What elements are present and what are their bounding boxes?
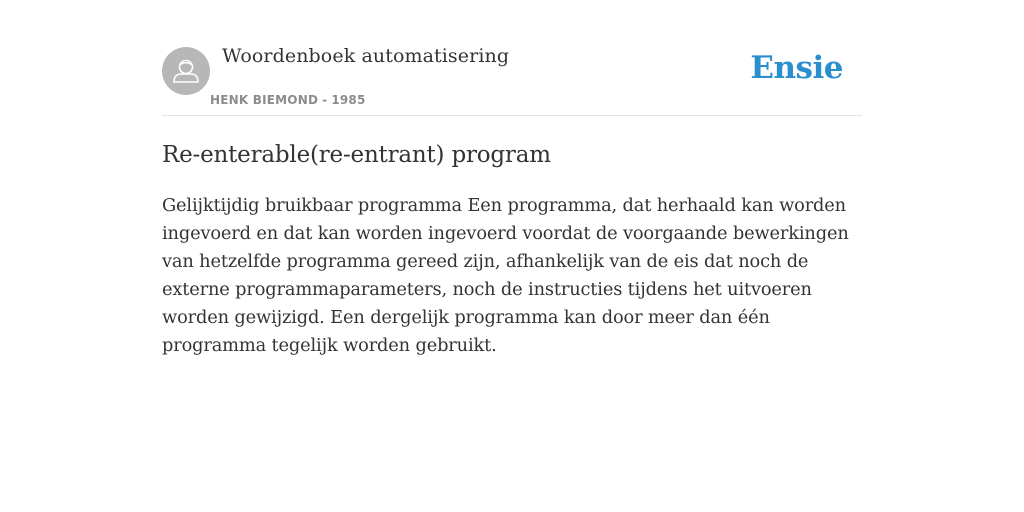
author-line: [210, 93, 366, 107]
entry-definition: Gelijktijdig bruikbaar programma Een programma, dat herhaald kan worden ingevoerd en dat kan worden ingevoerd voordat de voorgaande bewerkingen van hetzelfde programma gereed zijn, afhankelijk van de eis dat noch de externe programmaparameters, noch de instructies tijdens het uitvoeren worden gewijzigd. Een dergelijk programma kan door meer dan één programma tegelijk worden gebruikt.: [162, 195, 849, 356]
brand-logo[interactable]: Ensie: [750, 50, 843, 86]
author-separator: -: [322, 93, 328, 107]
entry-term: Re-enterable(re-entrant) program: [162, 142, 551, 168]
avatar[interactable]: [162, 47, 210, 95]
publication-year: 1985: [331, 93, 366, 107]
user-icon: [162, 47, 210, 95]
entry-header: [162, 0, 862, 116]
book-title[interactable]: Woordenboek automatisering: [222, 45, 510, 67]
author-name[interactable]: HENK BIEMOND: [210, 93, 319, 107]
entry-card: [162, 0, 862, 360]
